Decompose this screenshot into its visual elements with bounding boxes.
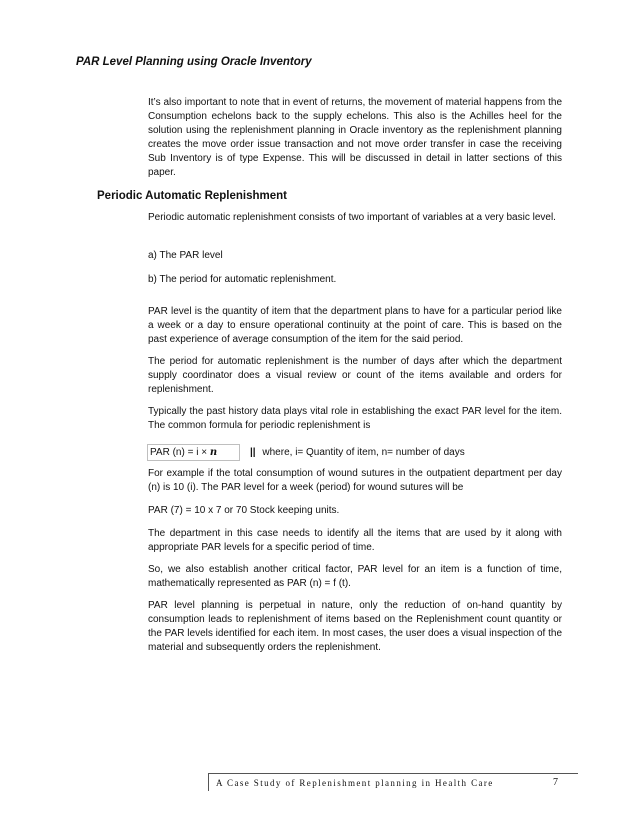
formula-expression <box>150 446 217 460</box>
section-p7 <box>148 527 562 555</box>
page-number: 7 <box>553 777 558 788</box>
section-heading: Periodic Automatic Replenishment <box>97 190 287 202</box>
intro-text: It’s also important to note that in event of returns, the movement of material happens from the Consumption echelons back to the supply echelons. This also is the Achilles heel for the solution using the replenishment planning in Oracle inventory as the replenishment planning creates the move order issue transaction and not move order transfer in case the receiving Sub Inventory is of type Expense. This will be discussed in detail in latter sections of this paper. <box>148 97 562 178</box>
formula-definition <box>250 446 465 460</box>
paragraph: PAR level is the quantity of item that the department plans to have for a particular period like a week or a day to ensure operational continuity at the point of care. This is based on the past experience of average consumption of the item for the said period. <box>148 306 562 345</box>
formula-left-text: PAR (n) = i × <box>150 447 208 458</box>
section-p1 <box>148 211 562 225</box>
paragraph: The department in this case needs to identify all the items that are used by it along with appropriate PAR levels for a specific period of time. <box>148 528 562 553</box>
footer-rule-vertical <box>208 773 209 791</box>
section-p6 <box>148 504 562 518</box>
section-p5 <box>148 467 562 495</box>
section-p3 <box>148 355 562 397</box>
footer-rule <box>208 773 578 774</box>
section-p2 <box>148 305 562 347</box>
formula-where: where, <box>262 447 293 458</box>
formula-separator: || <box>250 447 256 458</box>
intro-paragraph <box>148 96 562 180</box>
paragraph: PAR level planning is perpetual in nature, only the reduction of on-hand quantity by consumption leads to replenishment of items based on the Replenishment count quantity or the PAR levels identified for each item. In most cases, the user does a visual inspection of the material and subsequently orders the replenishment. <box>148 600 562 653</box>
list-item-b <box>148 273 562 287</box>
paragraph: So, we also establish another critical factor, PAR level for an item is a function of time, mathematically represented as PAR (n) = f (t). <box>148 564 562 589</box>
list-item-a <box>148 249 562 263</box>
paragraph: PAR (7) = 10 x 7 or 70 Stock keeping units. <box>148 505 340 516</box>
page-header-title: PAR Level Planning using Oracle Inventory <box>76 56 312 68</box>
footer-title: A Case Study of Replenishment planning in Health Care <box>216 778 494 788</box>
paragraph: The period for automatic replenishment is the number of days after which the department supply coordinator does a visual review or count of the items available and orders for replenishment. <box>148 356 562 395</box>
list-item-text: a) The PAR level <box>148 250 223 261</box>
formula-variable-n: n <box>209 447 218 458</box>
section-p4 <box>148 405 562 433</box>
paragraph: Typically the past history data plays vital role in establishing the exact PAR level for the item. The common formula for periodic replenishment is <box>148 406 562 431</box>
section-p8 <box>148 563 562 591</box>
paragraph: Periodic automatic replenishment consists of two important of variables at a very basic level. <box>148 212 556 223</box>
paragraph: For example if the total consumption of wound sutures in the outpatient department per day (n) is 10 (i). The PAR level for a week (period) for wound sutures will be <box>148 468 562 493</box>
section-p9 <box>148 599 562 655</box>
formula-definition-text: i= Quantity of item, n= number of days <box>295 447 465 458</box>
list-item-text: b) The period for automatic replenishment. <box>148 274 337 285</box>
